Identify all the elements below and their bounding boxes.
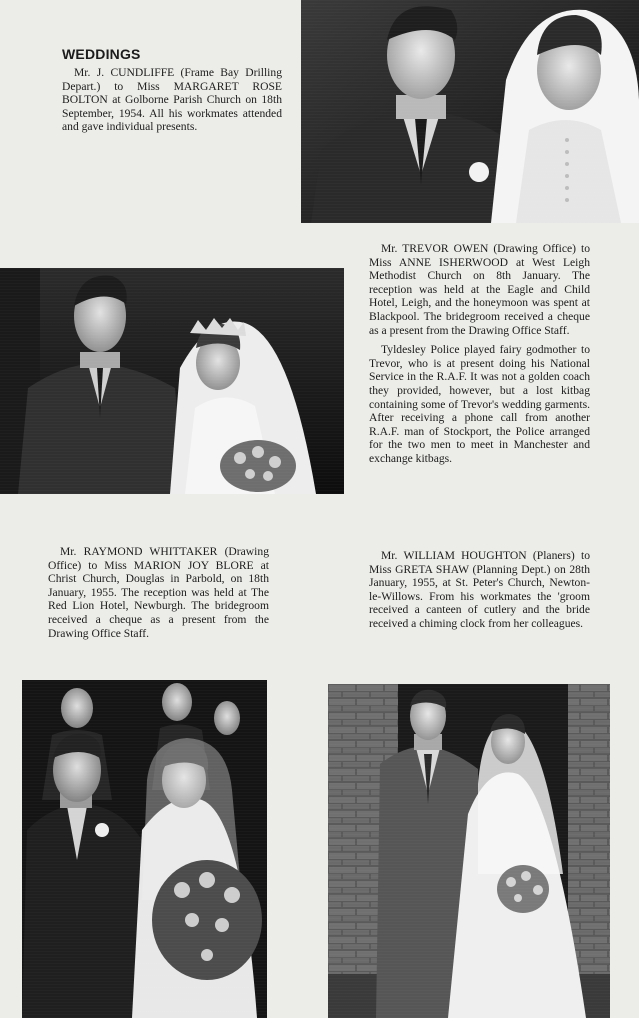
section-heading: WEDDINGS [62,46,141,62]
article-paragraph: Mr. RAYMOND WHITTAKER (Drawing Office) to Miss MARION JOY BLORE at Christ Church, Douglas in Parbold, on 18th January, 1955. The reception was held at The Red Lion Hotel, Newburgh. The bridegroom received a cheque as a present from the Drawing Office Staff. [48,545,269,640]
article-paragraph: Mr. J. CUNDLIFFE (Frame Bay Drilling Depart.) to Miss MARGARET ROSE BOLTON at Golborne Parish Church on 18th September, 1954. All his workmates attended and gave individual presents. [62,66,282,134]
article-paragraph: Tyldesley Police played fairy godmother to Trevor, who is at present doing his National Service in the R.A.F. It was not a golden coach they provided, however, but a lost kitbag containing some of Trevor's wedding garments. After receiving a phone call from another R.A.F. man of Stockport, the Police arranged for the two men to meet in Manchester and exchange kitbags. [369,343,590,465]
wedding-photo-whittaker [22,680,267,1018]
article-whittaker [48,545,269,646]
article-paragraph: Mr. WILLIAM HOUGHTON (Planers) to Miss GRETA SHAW (Planning Dept.) on 28th January, 1955, at St. Peter's Church, Newton-le-Willows. From his workmates the 'groom received a canteen of cutlery and the bride received a chiming clock from her colleagues. [369,549,590,630]
wedding-photo-owen [0,268,344,494]
wedding-photo-cundliffe [301,0,639,223]
article-owen [369,242,590,472]
article-houghton [369,549,590,637]
article-paragraph: Mr. TREVOR OWEN (Drawing Office) to Miss ANNE ISHERWOOD at West Leigh Methodist Church on 8th January. The reception was held at the Eagle and Child Hotel, Leigh, and the honeymoon was spent at Blackpool. The bridegroom received a cheque as a present from the Drawing Office Staff. [369,242,590,337]
article-cundliffe [62,46,282,140]
wedding-photo-houghton [328,684,610,1018]
